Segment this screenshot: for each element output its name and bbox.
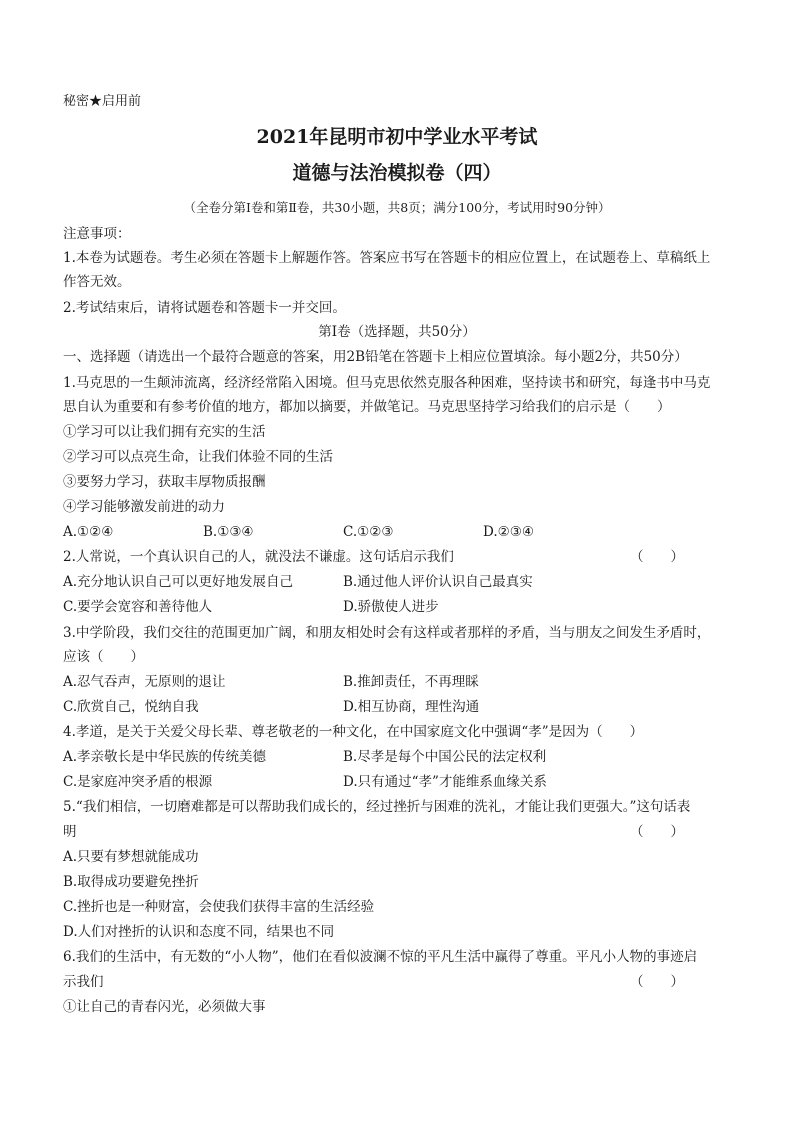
question-6-answer-blank: （ ） (630, 974, 684, 990)
notice-item-2: 2.考试结束后，请将试题卷和答题卡一并交回。 (63, 300, 346, 316)
question-6-stem: 6.我们的生活中，有无数的“小人物”，他们在看似波澜不惊的平凡生活中赢得了尊重。平凡小人物的事迹启 (63, 949, 698, 965)
question-1-statement-1: ①学习可以让我们拥有充实的生活 (63, 424, 266, 440)
question-4-option-c: C.是家庭冲突矛盾的根源 (63, 774, 213, 790)
question-3-stem: 3.中学阶段，我们交往的范围更加广阔，和朋友相处时会有这样或者那样的矛盾，当与朋友之间发生矛盾时， (63, 625, 711, 641)
question-4-option-d: D.只有通过“孝”才能维系血缘关系 (343, 774, 547, 790)
question-3-option-c: C.欣赏自己，悦纳自我 (63, 699, 199, 715)
notice-heading: 注意事项： (63, 226, 131, 242)
section-title: 第Ⅰ卷（选择题，共50分） (318, 324, 476, 340)
question-2-option-c: C.要学会宽容和善待他人 (63, 599, 213, 615)
question-5-option-a: A.只要有梦想就能成功 (63, 849, 199, 865)
question-2-stem: 2.人常说，一个真认识自己的人，就没法不谦虚。这句话启示我们 (63, 549, 454, 565)
question-4-option-b: B.尽孝是每个中国公民的法定权利 (343, 749, 547, 765)
question-3-option-b: B.推卸责任，不再理睬 (343, 674, 479, 690)
exam-info: （全卷分第Ⅰ卷和第Ⅱ卷，共30小题，共8页；满分100分，考试用时90分钟） (183, 200, 611, 215)
question-1-option-a: A.①②④ (63, 524, 114, 540)
question-3-option-d: D.相互协商，理性沟通 (343, 699, 480, 715)
question-1-option-c: C.①②③ (343, 524, 394, 540)
notice-item-1-cont: 作答无效。 (63, 274, 131, 290)
question-2-option-a: A.充分地认识自己可以更好地发展自己 (63, 574, 294, 590)
question-3-stem-cont: 应该（ ） (63, 649, 144, 665)
question-5-option-b: B.取得成功要避免挫折 (63, 874, 199, 890)
question-1-statement-3: ③要努力学习，获取丰厚物质报酬 (63, 474, 266, 490)
question-6-statement-1: ①让自己的青春闪光，必须做大事 (63, 999, 266, 1015)
question-2-answer-blank: （ ） (630, 549, 684, 565)
question-6-stem-cont: 示我们 (63, 974, 104, 990)
question-3-option-a: A.忍气吞声，无原则的退让 (63, 674, 226, 690)
question-5-stem: 5.“我们相信，一切磨难都是可以帮助我们成长的，经过挫折与困难的洗礼，才能让我们更强大。”这句话表 (63, 799, 691, 815)
question-1-stem-cont: 思自认为重要和有参考价值的地方，都加以摘要，并做笔记。马克思坚持学习给我们的启示是（ ） (63, 399, 671, 415)
question-1-option-b: B.①③④ (203, 524, 254, 540)
confidential-label: 秘密★启用前 (63, 94, 142, 109)
notice-item-1: 1.本卷为试题卷。考生必须在答题卡上解题作答。答案应书写在答题卡的相应位置上，在试题卷上、草稿纸上 (63, 250, 711, 266)
section-instruction: 一、选择题（请选出一个最符合题意的答案，用2B铅笔在答题卡上相应位置填涂。每小题2分，共50分） (63, 349, 688, 365)
exam-title: 2021年昆明市初中学业水平考试 (256, 126, 538, 148)
question-2-option-d: D.骄傲使人进步 (343, 599, 439, 615)
question-5-stem-cont: 明 (63, 824, 77, 840)
question-5-option-d: D.人们对挫折的认识和态度不同，结果也不同 (63, 924, 335, 940)
question-1-stem: 1.马克思的一生颠沛流离，经济经常陷入困境。但马克思依然克服各种困难，坚持读书和研究，每逢书中马克 (63, 375, 711, 391)
question-1-statement-4: ④学习能够激发前进的动力 (63, 499, 225, 515)
question-5-answer-blank: （ ） (630, 824, 684, 840)
question-5-option-c: C.挫折也是一种财富，会使我们获得丰富的生活经验 (63, 899, 375, 915)
question-2-option-b: B.通过他人评价认识自己最真实 (343, 574, 533, 590)
exam-subtitle: 道德与法治模拟卷（四） (292, 162, 502, 184)
question-1-statement-2: ②学习可以点亮生命，让我们体验不同的生活 (63, 449, 333, 465)
question-4-stem: 4.孝道，是关于关爱父母长辈、尊老敬老的一种文化，在中国家庭文化中强调“孝”是因为（ ） (63, 724, 644, 740)
question-1-option-d: D.②③④ (483, 524, 534, 540)
question-4-option-a: A.孝亲敬长是中华民族的传统美德 (63, 749, 267, 765)
